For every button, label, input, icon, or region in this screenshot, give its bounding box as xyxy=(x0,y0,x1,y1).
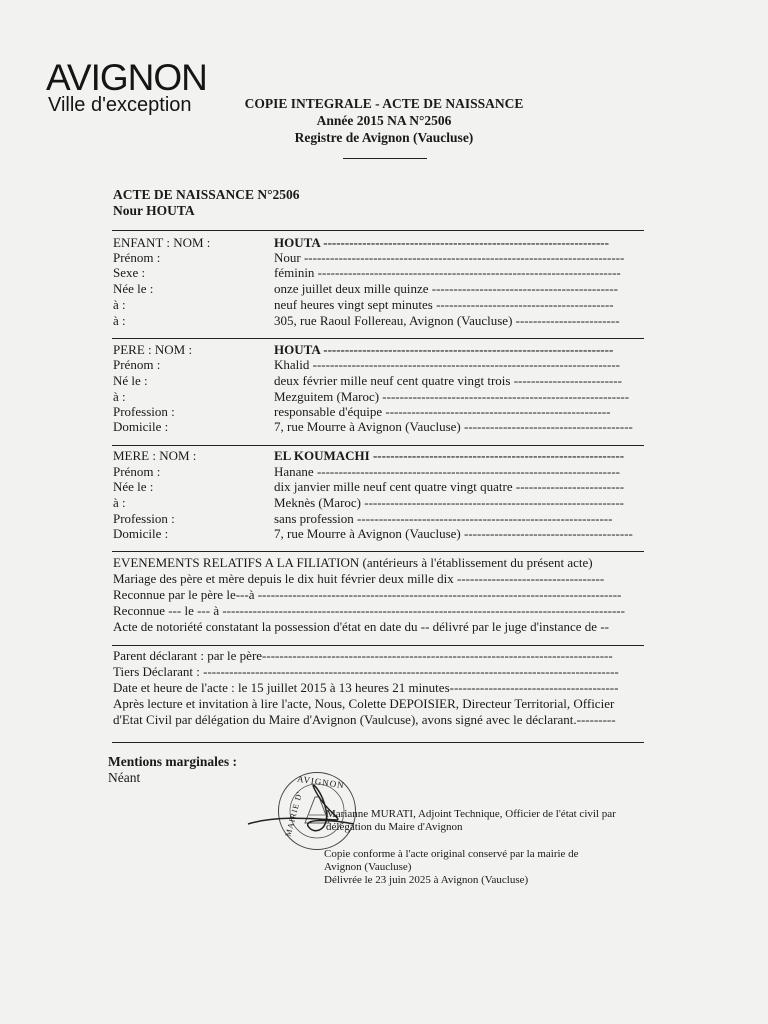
declaration-line: Parent déclarant : par le père--------------------------------------------------------------------------------- xyxy=(113,648,613,663)
officer-line-1: Marianne MURATI, Adjoint Technique, Officier de l'état civil par xyxy=(326,808,616,820)
field-value: féminin ---------------------------------------------------------------------- xyxy=(274,265,621,280)
document-title: COPIE INTEGRALE - ACTE DE NAISSANCE xyxy=(244,96,524,111)
filiation-line: Reconnue par le père le---à ------------------------------------------------------------------------------------ xyxy=(113,587,622,602)
filiation-heading-note: (antérieurs à l'établissement du présent acte) xyxy=(359,555,593,570)
field-value: deux février mille neuf cent quatre vingt trois ------------------------- xyxy=(274,373,622,388)
header-underline xyxy=(343,158,427,159)
field-label: ENFANT : NOM : xyxy=(113,235,211,250)
field-value: 305, rue Raoul Follereau, Avignon (Vaucluse) ------------------------ xyxy=(274,313,620,328)
field-label: à : xyxy=(113,297,126,312)
stamp-top-text: AVIGNON xyxy=(296,773,346,791)
field-value: Meknès (Maroc) ------------------------------------------------------------ xyxy=(274,495,624,510)
filiation-line: Reconnue --- le --- à --------------------------------------------------------------------------------------------- xyxy=(113,603,625,618)
filiation-line: Acte de notoriété constatant la possession d'état en date du -- délivré par le juge d'instance de -- xyxy=(113,619,609,634)
section-rule-pere xyxy=(112,338,644,339)
field-value: Mezguitem (Maroc) --------------------------------------------------------- xyxy=(274,389,630,404)
mentions-label: Mentions marginales : xyxy=(108,754,237,769)
copy-line-1: Copie conforme à l'acte original conservé par la mairie de xyxy=(324,848,579,860)
document-year: Année 2015 NA N°2506 xyxy=(316,113,452,128)
field-value: Khalid ----------------------------------------------------------------------- xyxy=(274,357,620,372)
field-label: à : xyxy=(113,495,126,510)
section-rule-filiation xyxy=(112,551,644,552)
section-rule-enfant xyxy=(112,230,644,231)
field-label: MERE : NOM : xyxy=(113,448,197,463)
section-rule-mere xyxy=(112,445,644,446)
field-label: PERE : NOM : xyxy=(113,342,193,357)
field-value: 7, rue Mourre à Avignon (Vaucluse) --------------------------------------- xyxy=(274,526,633,541)
field-value: HOUTA ------------------------------------------------------------------- xyxy=(274,342,614,357)
field-value: 7, rue Mourre à Avignon (Vaucluse) --------------------------------------- xyxy=(274,419,633,434)
document-register: Registre de Avignon (Vaucluse) xyxy=(294,130,474,145)
act-person-name: Nour HOUTA xyxy=(113,203,195,218)
field-value: Nour -------------------------------------------------------------------------- xyxy=(274,250,625,265)
field-label: Profession : xyxy=(113,404,175,419)
field-label: Née le : xyxy=(113,281,154,296)
section-rule-declaration xyxy=(112,645,644,646)
city-logo-title: AVIGNON xyxy=(46,57,207,98)
officer-line-2: délégation du Maire d'Avignon xyxy=(326,821,463,833)
field-value: dix janvier mille neuf cent quatre vingt quatre ------------------------- xyxy=(274,479,625,494)
field-value: sans profession ----------------------------------------------------------- xyxy=(274,511,613,526)
act-number: ACTE DE NAISSANCE N°2506 xyxy=(113,187,300,202)
filiation-line: Mariage des père et mère depuis le dix huit février deux mille dix ---------------------------------- xyxy=(113,571,605,586)
field-value: Hanane ---------------------------------------------------------------------- xyxy=(274,464,620,479)
field-label: Prénom : xyxy=(113,250,161,265)
filiation-heading xyxy=(113,555,593,571)
declaration-line: Tiers Déclarant : ------------------------------------------------------------------------------------------------ xyxy=(113,664,619,679)
field-label: Né le : xyxy=(113,373,148,388)
field-label: Domicile : xyxy=(113,419,169,434)
field-value: HOUTA ------------------------------------------------------------------ xyxy=(274,235,609,250)
field-label: Prénom : xyxy=(113,357,161,372)
declaration-line: Après lecture et invitation à lire l'acte, Nous, Colette DEPOISIER, Directeur Territorial, Officier xyxy=(113,696,615,711)
city-logo-tagline: Ville d'exception xyxy=(48,94,192,116)
field-label: Sexe : xyxy=(113,265,146,280)
field-value: responsable d'équipe ---------------------------------------------------- xyxy=(274,404,611,419)
field-value: EL KOUMACHI ---------------------------------------------------------- xyxy=(274,448,625,463)
field-label: à : xyxy=(113,389,126,404)
section-rule-end xyxy=(112,742,644,743)
field-value: neuf heures vingt sept minutes ----------------------------------------- xyxy=(274,297,614,312)
declaration-line: Date et heure de l'acte : le 15 juillet 2015 à 13 heures 21 minutes--------------------------------------- xyxy=(113,680,619,695)
field-label: Domicile : xyxy=(113,526,169,541)
filiation-heading-main: EVENEMENTS RELATIFS A LA FILIATION xyxy=(113,555,360,570)
field-label: à : xyxy=(113,313,126,328)
field-label: Prénom : xyxy=(113,464,161,479)
declaration-line: d'Etat Civil par délégation du Maire d'Avignon (Vaulcuse), avons signé avec le déclarant.--------- xyxy=(113,712,616,727)
field-label: Née le : xyxy=(113,479,154,494)
copy-line-2: Avignon (Vaucluse) xyxy=(324,861,412,873)
field-label: Profession : xyxy=(113,511,175,526)
mentions-value: Néant xyxy=(108,770,141,785)
field-value: onze juillet deux mille quinze ------------------------------------------- xyxy=(274,281,618,296)
stamp-left-text: MAIRIE D' xyxy=(283,790,305,838)
delivered-line: Délivrée le 23 juin 2025 à Avignon (Vaucluse) xyxy=(324,874,529,886)
